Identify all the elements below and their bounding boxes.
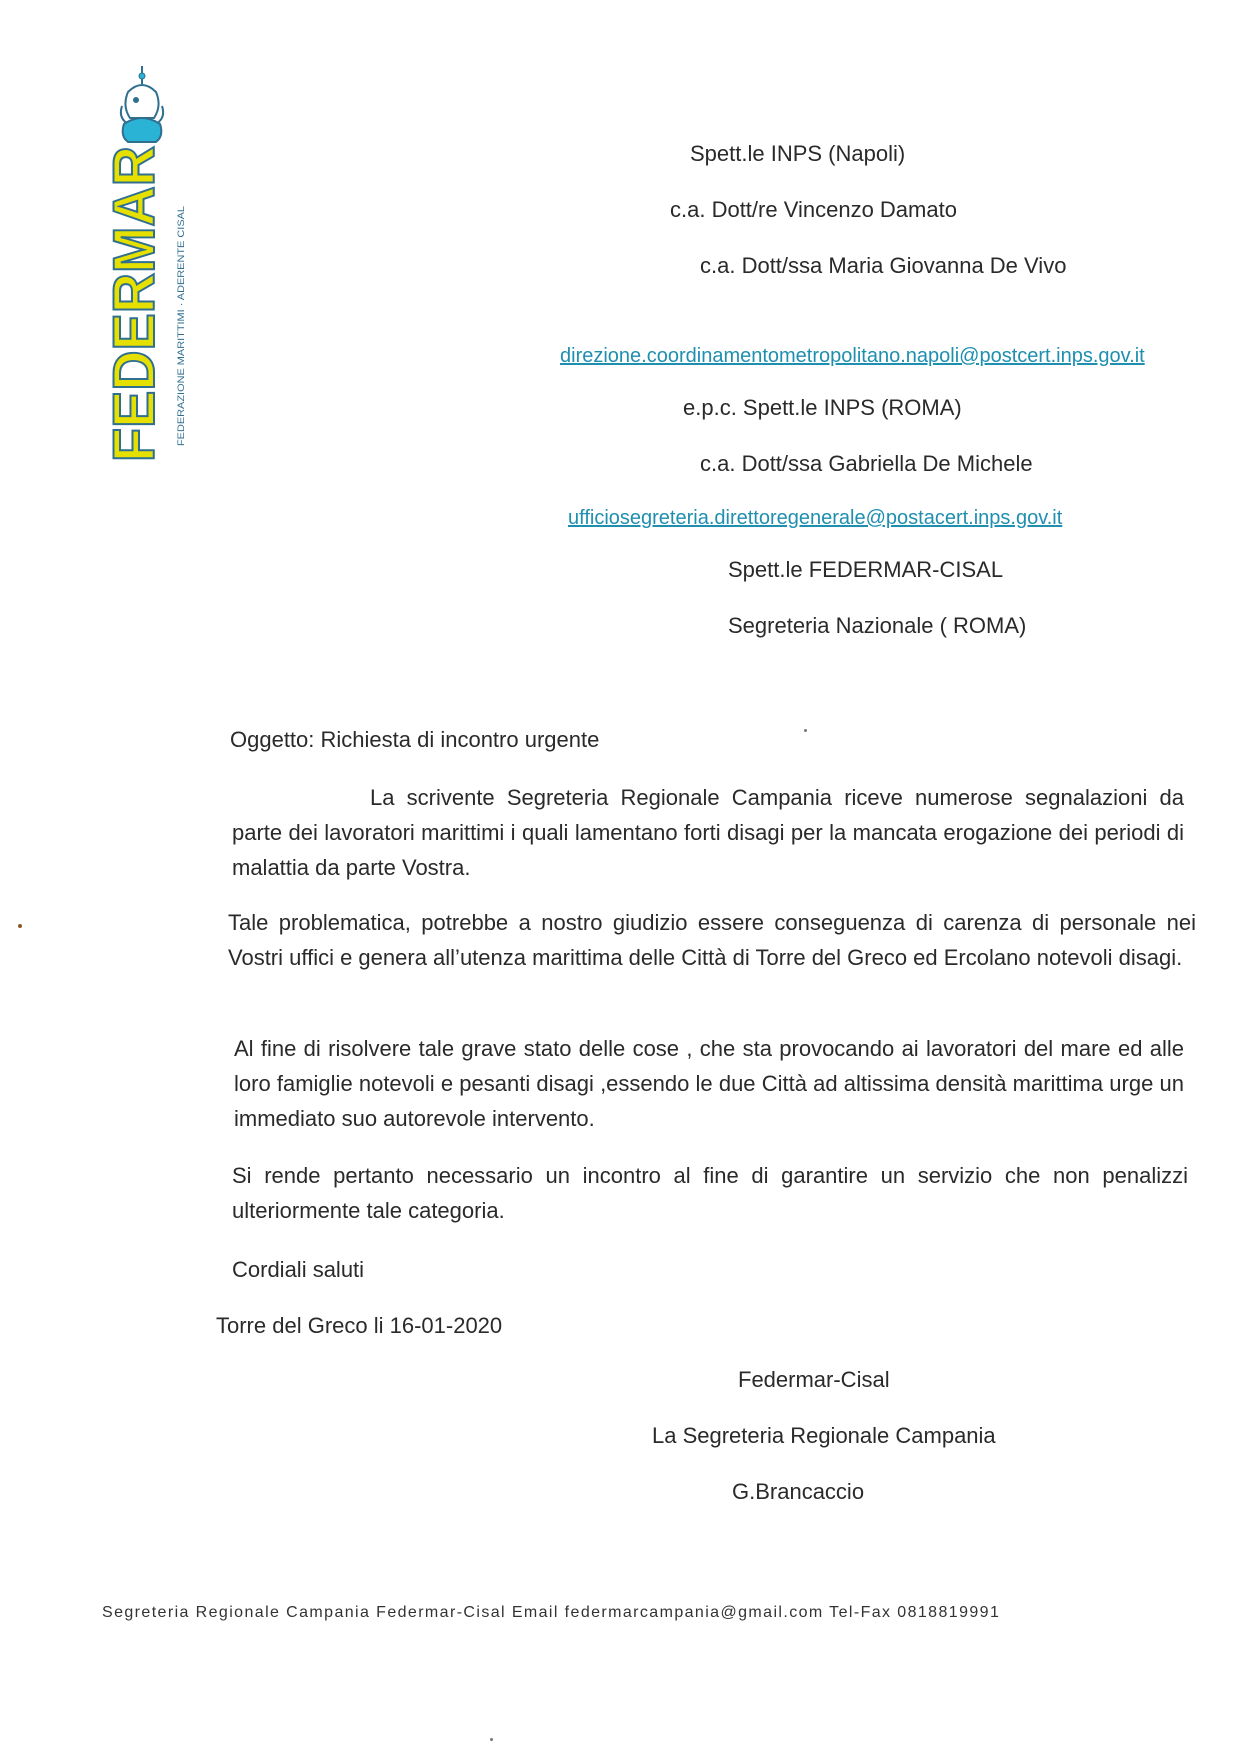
recipient-inps-napoli: Spett.le INPS (Napoli) xyxy=(690,141,906,166)
body-paragraph-3: Al fine di risolvere tale grave stato delle cose , che sta provocando ai lavoratori del mare ed alle loro famiglie notevoli e pesanti disagi ,essendo le due Città ad altissima densità marittima urge un immediato suo autorevole intervento. xyxy=(234,1036,1184,1131)
scan-speck xyxy=(490,1738,493,1741)
recipient-ca-de-michele: c.a. Dott/ssa Gabriella De Michele xyxy=(700,451,1033,476)
email-link-roma[interactable]: ufficiosegreteria.direttoregenerale@postacert.inps.gov.it xyxy=(568,507,1063,529)
signature-name: G.Brancaccio xyxy=(732,1479,865,1504)
scan-speck xyxy=(804,729,807,732)
recipient-ca-damato: c.a. Dott/re Vincenzo Damato xyxy=(670,197,957,222)
email-link-napoli[interactable]: direzione.coordinamentometropolitano.napoli@postcert.inps.gov.it xyxy=(560,345,1145,367)
body-paragraph-4: Si rende pertanto necessario un incontro al fine di garantire un servizio che non penalizzi ulteriormente tale categoria. xyxy=(232,1163,1188,1223)
signature-office: La Segreteria Regionale Campania xyxy=(652,1423,996,1448)
logo-tagline: FEDERAZIONE MARITTIMI · ADERENTE CISAL xyxy=(176,248,186,446)
logo-wordmark: FEDERMAR xyxy=(102,133,167,462)
place-date: Torre del Greco li 16-01-2020 xyxy=(216,1313,503,1338)
recipient-epc-roma: e.p.c. Spett.le INPS (ROMA) xyxy=(683,395,962,420)
closing-greeting: Cordiali saluti xyxy=(232,1257,365,1282)
letter-footer: Segreteria Regionale Campania Federmar-Cisal Email federmarcampania@gmail.com Tel-Fax 0818819991 xyxy=(102,1604,1001,1621)
body-paragraph-2: Tale problematica, potrebbe a nostro giudizio essere conseguenza di carenza di personale nei Vostri uffici e genera all’utenza marittima delle Città di Torre del Greco ed Ercolano notevoli disagi. xyxy=(228,910,1196,970)
signature-org: Federmar-Cisal xyxy=(738,1367,890,1392)
letter-subject: Oggetto: Richiesta di incontro urgente xyxy=(230,727,600,752)
scan-speck xyxy=(18,924,22,928)
mascot-icon xyxy=(121,66,163,142)
federmar-logo xyxy=(102,66,210,518)
recipient-segreteria-nazionale: Segreteria Nazionale ( ROMA) xyxy=(728,613,1027,638)
recipient-ca-de-vivo: c.a. Dott/ssa Maria Giovanna De Vivo xyxy=(700,253,1067,278)
body-paragraph-1: La scrivente Segreteria Regionale Campania riceve numerose segnalazioni da parte dei lavoratori marittimi i quali lamentano forti disagi per la mancata erogazione dei periodi di malattia da parte Vostra. xyxy=(232,785,1184,880)
recipient-federmar: Spett.le FEDERMAR-CISAL xyxy=(728,557,1004,582)
